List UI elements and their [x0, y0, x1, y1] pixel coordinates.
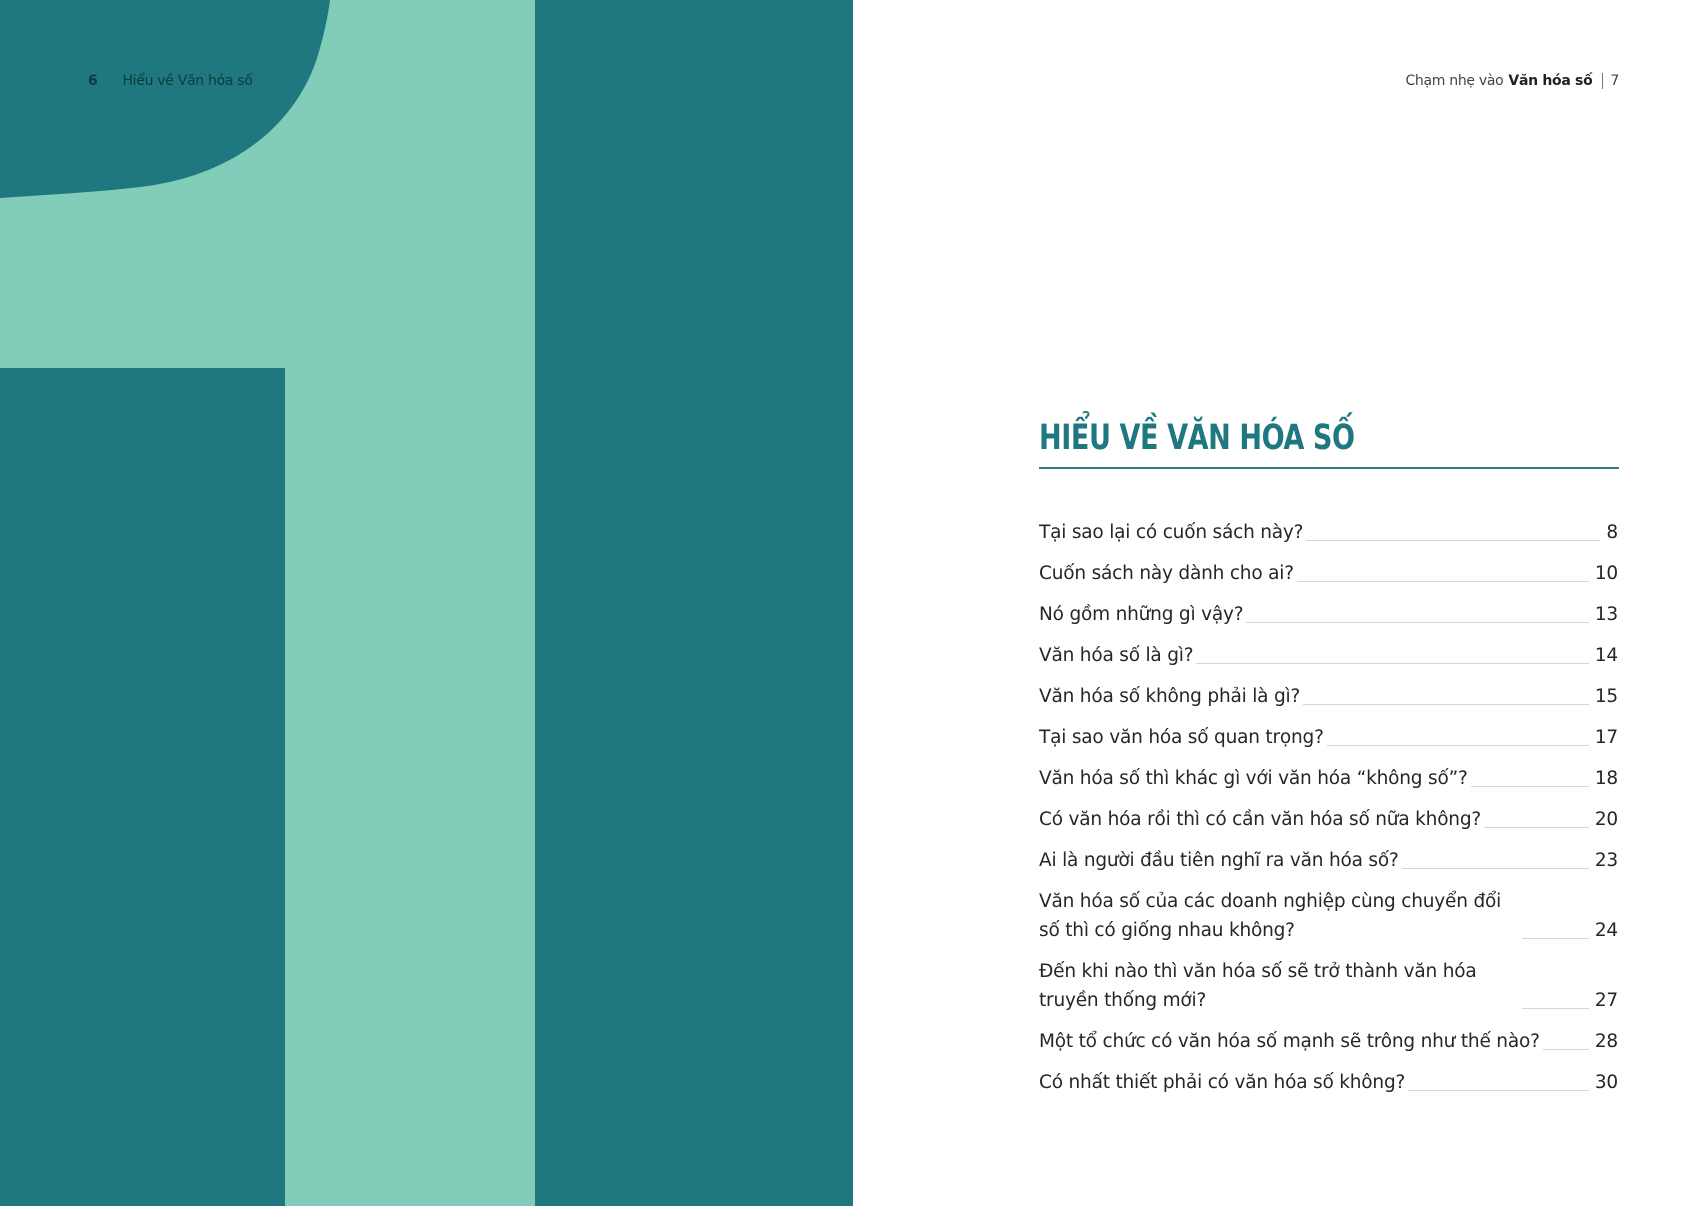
- toc-leader-line: [1297, 581, 1589, 582]
- toc-entry-page: 14: [1594, 645, 1618, 666]
- toc-entry-title: Tại sao văn hóa số quan trọng?: [1039, 727, 1324, 748]
- page-number-left: 6: [88, 73, 98, 89]
- toc-entry[interactable]: [1039, 764, 1618, 793]
- toc-entry-title: Ai là người đầu tiên nghĩ ra văn hóa số?: [1039, 850, 1399, 871]
- toc-entry-title: Văn hóa số là gì?: [1039, 645, 1194, 666]
- toc-leader-line: [1471, 786, 1589, 787]
- header-divider: [1602, 73, 1603, 89]
- toc-entry-title: Văn hóa số của các doanh nghiệp cùng chuyển đổi số thì có giống nhau không?: [1039, 891, 1502, 941]
- toc-entry-title: Có nhất thiết phải có văn hóa số không?: [1039, 1072, 1406, 1093]
- toc-entry[interactable]: [1039, 600, 1618, 629]
- toc-entry-title: Một tổ chức có văn hóa số mạnh sẽ trông như thế nào?: [1039, 1031, 1540, 1052]
- toc-entry[interactable]: [1039, 805, 1618, 834]
- toc-entry-page: 8: [1606, 522, 1618, 543]
- running-header-left: [88, 73, 253, 89]
- toc-entry-title: Đến khi nào thì văn hóa số sẽ trở thành văn hóa truyền thống mới?: [1039, 961, 1477, 1011]
- toc-leader-line: [1196, 663, 1589, 664]
- toc-entry[interactable]: [1039, 723, 1618, 752]
- toc-leader-line: [1522, 938, 1589, 939]
- toc-entry-title: Văn hóa số không phải là gì?: [1039, 686, 1301, 707]
- toc-entry-page: 13: [1594, 604, 1618, 625]
- running-title-bold: Văn hóa số: [1508, 73, 1593, 89]
- toc-entry[interactable]: [1039, 1027, 1618, 1056]
- running-header-right: [1405, 73, 1619, 89]
- running-title-prefix: Chạm nhẹ vào: [1405, 73, 1504, 89]
- header-divider: [109, 73, 110, 89]
- toc-entry-title: Tại sao lại có cuốn sách này?: [1039, 522, 1304, 543]
- toc-entry[interactable]: [1039, 641, 1618, 670]
- toc-entry[interactable]: [1039, 518, 1618, 547]
- toc-entry-page: 15: [1594, 686, 1618, 707]
- toc-entry-page: 20: [1594, 809, 1618, 830]
- page-number-right: 7: [1610, 73, 1619, 89]
- toc-entry-page: 30: [1594, 1072, 1618, 1093]
- toc-entry[interactable]: [1039, 846, 1618, 875]
- toc-leader-line: [1306, 540, 1600, 541]
- toc-leader-line: [1484, 827, 1589, 828]
- toc-entry[interactable]: [1039, 1068, 1618, 1097]
- toc-leader-line: [1522, 1008, 1589, 1009]
- toc-entry-page: 24: [1594, 920, 1618, 941]
- toc-leader-line: [1543, 1049, 1589, 1050]
- toc-entry-title: Nó gồm những gì vậy?: [1039, 604, 1244, 625]
- toc-entry-page: 17: [1594, 727, 1618, 748]
- title-underline: [1039, 467, 1619, 469]
- toc-entry-title: Có văn hóa rồi thì có cần văn hóa số nữa không?: [1039, 809, 1481, 830]
- toc-leader-line: [1408, 1090, 1589, 1091]
- section-title: HIỂU VỀ VĂN HÓA SỐ: [1039, 418, 1355, 458]
- toc-leader-line: [1327, 745, 1589, 746]
- toc-entry-page: 27: [1594, 990, 1618, 1011]
- toc-entry-page: 18: [1594, 768, 1618, 789]
- toc-entry[interactable]: [1039, 559, 1618, 588]
- toc-entry-page: 23: [1594, 850, 1618, 871]
- toc-leader-line: [1402, 868, 1589, 869]
- toc-leader-line: [1303, 704, 1589, 705]
- toc-entry[interactable]: [1039, 957, 1618, 1015]
- toc-entry-page: 10: [1594, 563, 1618, 584]
- toc-entry[interactable]: [1039, 887, 1618, 945]
- running-title-left: Hiểu về Văn hóa số: [122, 73, 253, 89]
- toc-entry-title: Cuốn sách này dành cho ai?: [1039, 563, 1294, 584]
- toc-entry-title: Văn hóa số thì khác gì với văn hóa “không số”?: [1039, 768, 1468, 789]
- table-of-contents: [1039, 518, 1618, 1109]
- toc-leader-line: [1246, 622, 1589, 623]
- toc-entry-page: 28: [1594, 1031, 1618, 1052]
- toc-entry[interactable]: [1039, 682, 1618, 711]
